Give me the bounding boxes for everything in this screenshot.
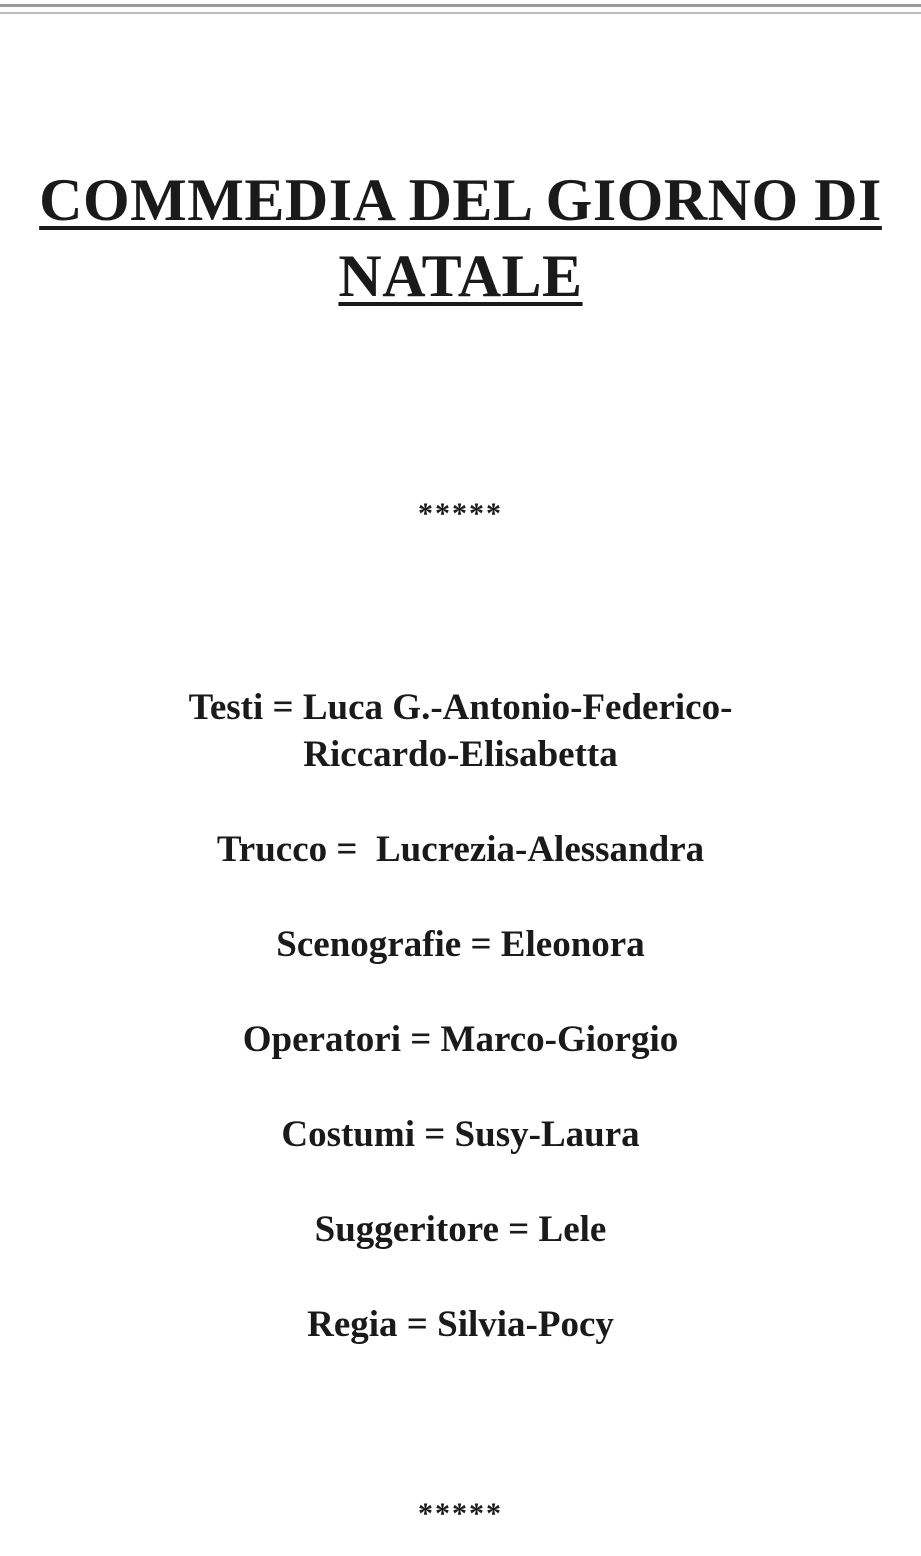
credit-testi-line-1: Testi = Luca G.-Antonio-Federico- <box>188 687 733 728</box>
credits-list <box>0 684 921 1396</box>
document-title <box>0 162 921 314</box>
credit-scenografie: Scenografie = Eleonora <box>276 924 645 965</box>
scan-edge-line <box>0 4 921 7</box>
credit-testi-line-2: Riccardo-Elisabetta <box>303 734 618 775</box>
credit-suggeritore: Suggeritore = Lele <box>314 1209 607 1250</box>
credit-costumi: Costumi = Susy-Laura <box>281 1114 640 1155</box>
scan-edge <box>0 0 921 18</box>
separator-top: ***** <box>418 497 503 530</box>
title-line-2: NATALE <box>338 243 583 309</box>
credit-operatori: Operatori = Marco-Giorgio <box>242 1019 679 1060</box>
scan-edge-line <box>0 12 921 14</box>
title-line-1: COMMEDIA DEL GIORNO DI <box>39 167 882 233</box>
credit-regia: Regia = Silvia-Pocy <box>307 1304 614 1345</box>
credit-testi <box>131 684 791 778</box>
credit-trucco: Trucco = Lucrezia-Alessandra <box>216 829 705 870</box>
separator-bottom: ***** <box>418 1497 503 1530</box>
